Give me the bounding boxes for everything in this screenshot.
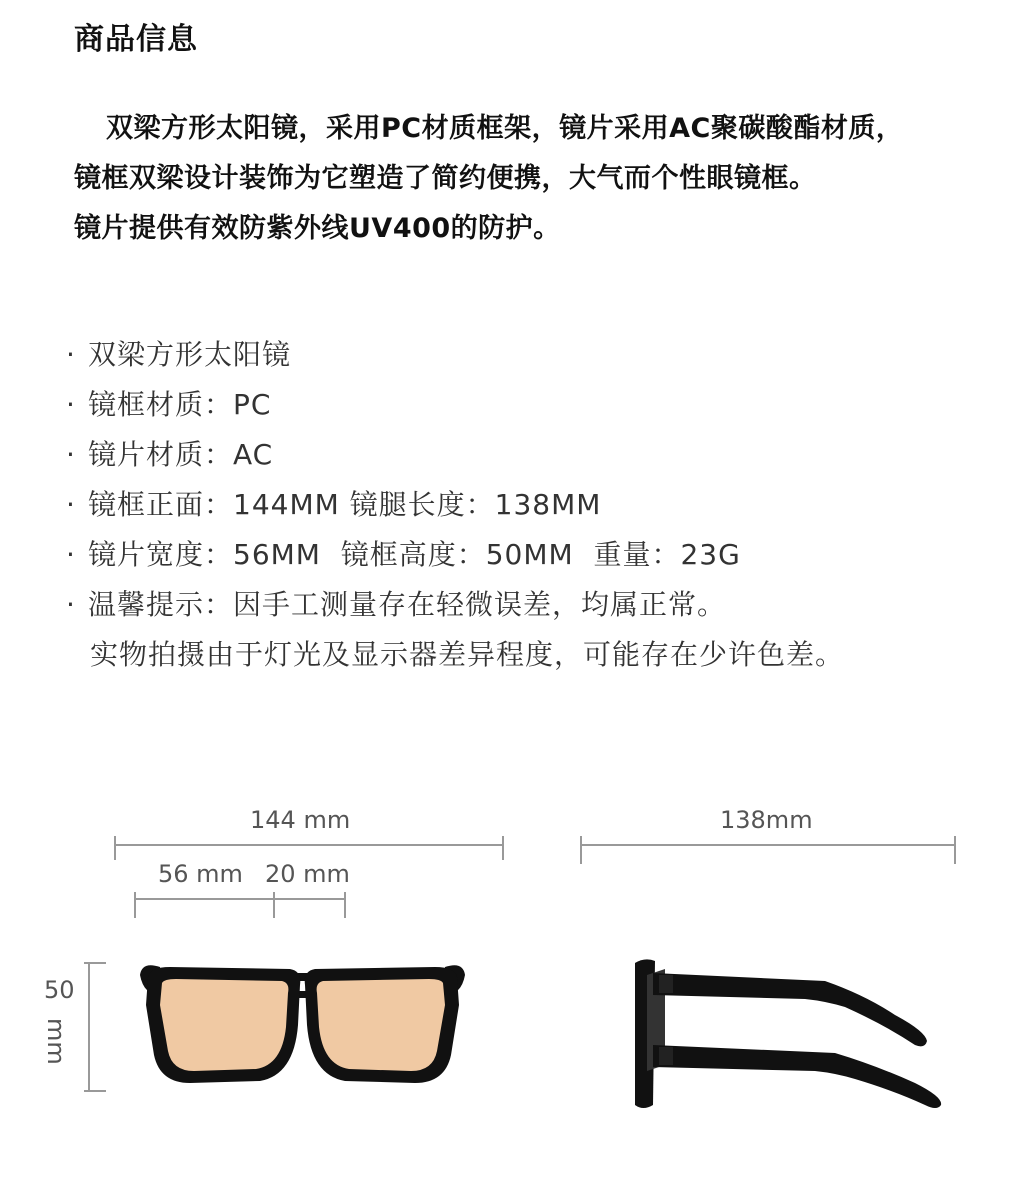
spec-text: 镜片材质：AC — [88, 438, 274, 471]
dimension-tick — [84, 1090, 106, 1092]
temple-length-label: 138mm — [720, 806, 813, 834]
description-line: 双梁方形太阳镜，采用PC材质框架，镜片采用AC聚碳酸酯材质， — [106, 113, 904, 144]
section-title: 商品信息 — [74, 22, 198, 57]
spec-text: 温馨提示：因手工测量存在轻微误差，均属正常。 — [88, 588, 727, 621]
bridge-width-label: 20 mm — [265, 860, 350, 888]
temple-length-line — [580, 844, 956, 846]
bullet: · — [66, 588, 76, 621]
spec-item — [66, 430, 844, 480]
front-width-line — [114, 844, 504, 846]
spec-item — [66, 330, 844, 380]
spec-item — [66, 480, 844, 530]
dimension-tick — [344, 892, 346, 918]
description-line: 镜片提供有效防紫外线UV400的防护。 — [74, 213, 561, 244]
bullet: · — [66, 488, 76, 521]
spec-text: 镜框材质：PC — [88, 388, 272, 421]
height-line — [88, 962, 90, 1092]
spec-text: 双梁方形太阳镜 — [88, 338, 292, 371]
bullet: · — [66, 438, 76, 471]
front-width-label: 144 mm — [250, 806, 351, 834]
spec-item — [66, 380, 844, 430]
description-line: 镜框双梁设计装饰为它塑造了简约便携，大气而个性眼镜框。 — [74, 163, 817, 194]
dimension-tick — [273, 892, 275, 918]
dimension-tick — [502, 836, 504, 860]
sunglasses-front-icon — [130, 955, 475, 1090]
spec-text: 镜框正面：144MM 镜腿长度：138MM — [88, 488, 602, 521]
height-value-label: 50 — [44, 976, 75, 1004]
dimension-tick — [954, 836, 956, 864]
dimension-tick — [114, 836, 116, 860]
bullet: · — [66, 538, 76, 571]
product-description — [74, 104, 1004, 254]
height-unit-label: mm — [42, 1018, 70, 1065]
dimension-tick — [84, 962, 106, 964]
sunglasses-side-icon — [625, 955, 950, 1115]
dimension-tick — [580, 836, 582, 864]
dimension-tick — [134, 892, 136, 918]
bullet: · — [66, 388, 76, 421]
spec-item — [66, 530, 844, 580]
lens-bridge-line — [134, 898, 346, 900]
bullet: · — [66, 338, 76, 371]
spec-continuation: 实物拍摄由于灯光及显示器差异程度，可能存在少许色差。 — [90, 638, 845, 671]
spec-item — [66, 580, 844, 630]
lens-width-label: 56 mm — [158, 860, 243, 888]
spec-list — [66, 330, 844, 680]
spec-text: 镜片宽度：56MM 镜框高度：50MM 重量：23G — [88, 538, 741, 571]
